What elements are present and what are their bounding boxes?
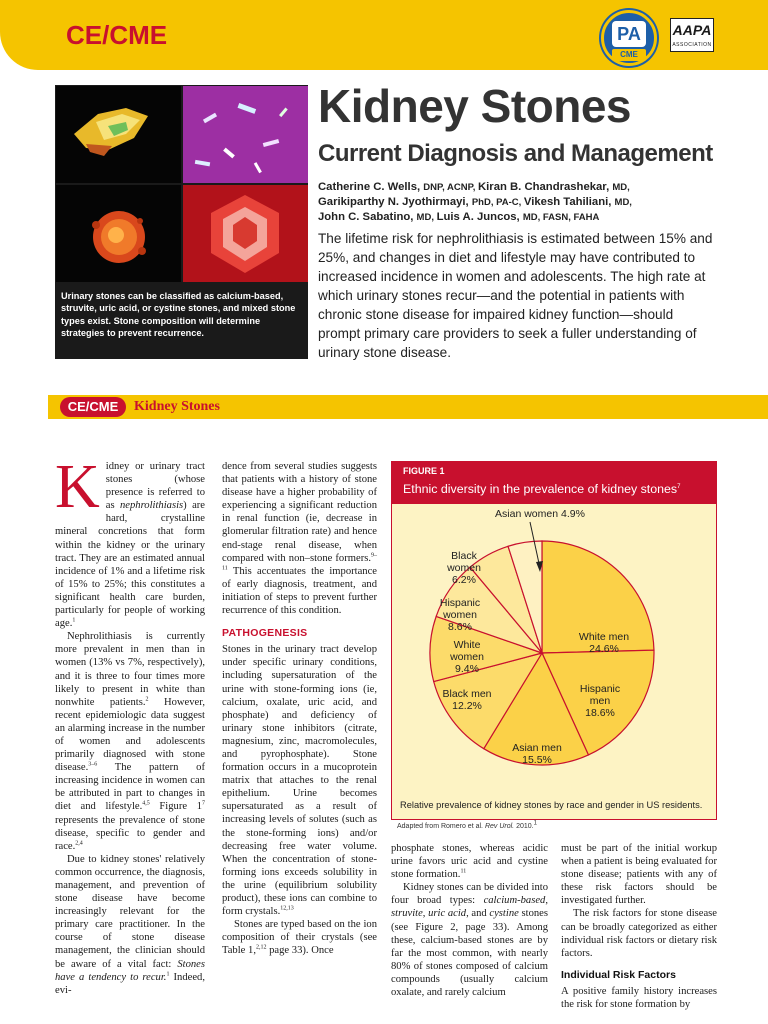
pie-label-white-women: White women 9.4% xyxy=(450,639,484,675)
pie-label-asian-women: Asian women 4.9% xyxy=(495,508,585,520)
pie-label-white-men: White men 24.6% xyxy=(578,631,630,655)
aapa-logo-icon: AAPA ASSOCIATION xyxy=(670,18,714,52)
crystal-photo-purple xyxy=(183,86,308,183)
pie-label-asian-men: Asian men 15.5% xyxy=(512,742,562,766)
section-heading: PATHOGENESIS xyxy=(222,627,308,640)
paragraph: Kidney or urinary tract stones (whose presence is referred to as nephrolithiasis) are hard, crystalline mineral concretions that form within the kidney or the urinary tract. They are an estimated annual incidence of 1% and a lifetime risk of 15% to 25%; this constitutes a significant health care burden, particularly for people of working age.$^1$ xyxy=(55,453,205,630)
crystal-photo-golden xyxy=(56,86,181,183)
pie-chart xyxy=(392,504,716,794)
pie-label-hispanic-women: Hispanic women 8.6% xyxy=(439,597,481,633)
article-subtitle: Current Diagnosis and Management xyxy=(318,140,713,167)
pie-label-black-women: Black women 6.2% xyxy=(447,550,481,586)
paragraph: must be part of the initial workup when a patient is being evaluated for stone disease; patients with any of these risk factors should be investigated further. xyxy=(561,843,717,907)
figure-label: FIGURE 1 xyxy=(403,466,445,476)
photo-caption: Urinary stones can be classified as calcium-based, struvite, uric acid, or cystine stones, and mixed stone types exist. Stone composition will determine strategies to prevent recurrence. xyxy=(61,291,296,339)
figure-source: Adapted from Romero et al. Rev Urol. 2010.$^1$ xyxy=(397,820,537,830)
crystal-photo-orange xyxy=(56,185,181,282)
pie-label-black-men: Black men 12.2% xyxy=(442,688,492,712)
paragraph: phosphate stones, whereas acidic urine favors uric acid and cystine stone formation.$^{11}$ xyxy=(391,843,548,881)
crystal-photo-panel xyxy=(55,85,308,359)
figure-title: Ethnic diversity in the prevalence of kidney stones$^7$ xyxy=(403,482,681,496)
paragraph: A positive family history increases the risk for stone formation by xyxy=(561,985,717,1011)
pa-cme-badge-icon: PA CME xyxy=(601,10,657,66)
section-name: Kidney Stones xyxy=(134,399,220,414)
figure-1 xyxy=(391,461,717,820)
paragraph: Kidney stones can be divided into four broad types: calcium-based, struvite, uric acid, and cystine stones (see Figure 2, page 33). Among these, calcium-based stones are by far the most common, with nearly 80% of stones composed of calcium compounds (usually calcium oxalate, and rarely calcium xyxy=(391,882,548,999)
drop-cap: K xyxy=(55,453,100,521)
paragraph: Nephrolithiasis is currently more prevalent in men than in women (13% vs 7%, respectively), and it is three to four times more likely to present in white than nonwhite patients.$^2$ However, recent epidemiologic data suggest an alarming increase in the number of women and adolescents primarily diagnosed with stone disease.$^{3-6}$ The pattern of increasing incidence in women can be attributed in part to changes in diet and lifestyle.$^{4,5}$ Figure $1^7$ represents the prevalence of stone disease, specific to gender and race.$^{2,4}$ xyxy=(55,631,205,852)
crystal-photo-red xyxy=(183,185,308,282)
paragraph: Stones are typed based on the ion composition of their crystals (see Table 1,$^{2,12}$ page 33). Once xyxy=(222,919,377,957)
body-column-4 xyxy=(561,842,717,1011)
article-lede: The lifetime risk for nephrolithiasis is estimated between 15% and 25%, and changes in diet and lifestyle may have contributed to increased incidence in women and adolescents. The high rate at which urinary stones recur—and the potential in patients with chronic stone disease for impaired kidney function—should prompt primary care providers to seek a fuller understanding of urinary stone disease. xyxy=(318,231,713,360)
article-title: Kidney Stones xyxy=(318,80,632,132)
paragraph: The risk factors for stone disease can be broadly categorized as either individual risk factors or dietary risk factors. xyxy=(561,908,717,959)
paragraph: Stones in the urinary tract develop under specific urinary conditions, including supersaturation of the urine with stone-forming ions (ie, calcium, oxalate, uric acid, and phosphate) and deficiency of urinary stone inhibitors (citrate, magnesium, zinc, macromolecules, and pyrophosphate). Stone formation occurs in a mucoprotein matrix that attaches to the renal epithelium. Urine becomes supersaturated as a result of increasing levels of solutes (such as the stone-forming ions) and/or decreasing free water volume. When the concentration of stone-forming ions exceeds solubility in the urine (equilibrium solubility product), these ions can combine to form crystals.$^{12,13}$ xyxy=(222,644,377,918)
section-tag: CE/CME xyxy=(60,397,126,417)
paragraph: Due to kidney stones' relatively common occurrence, the diagnosis, management, and prevention of stone disease have become increasingly relevant for the primary care practitioner. In the course of stone disease management, the clinician should be aware of a vital fact: Stones have a tendency to recur.$^1$ Indeed, evi- xyxy=(55,853,205,996)
pie-label-hispanic-men: Hispanic men 18.6% xyxy=(579,683,621,719)
body-column-1 xyxy=(55,453,205,997)
body-column-3 xyxy=(391,842,548,999)
figure-footnote: Relative prevalence of kidney stones by race and gender in US residents. xyxy=(400,800,703,810)
subsection-heading: Individual Risk Factors xyxy=(561,968,676,981)
body-column-2 xyxy=(222,460,377,957)
ce-cme-tag: CE/CME xyxy=(66,20,168,50)
paragraph: dence from several studies suggests that patients with a history of stone disease have a higher probability of experiencing a significant reduction in renal function (ie, decrease in glomerular filtration rate) and hence end-stage renal disease, when compared with non–stone formers.$^{9-11}$ This accentuates the importance of early diagnosis, treatment, and initiation of steps to prevent further recurrence of this condition. xyxy=(222,461,377,617)
author-list: Catherine C. Wells, DNP, ACNP, Kiran B. Chandrashekar, MD, Garikiparthy N. Jyothirmayi, PhD, PA-C, Vikesh Tahiliani, MD, John C. Sabatino, MD, Luis A. Juncos, MD, FASN, FAHA xyxy=(318,181,632,223)
figure-header xyxy=(392,462,716,504)
